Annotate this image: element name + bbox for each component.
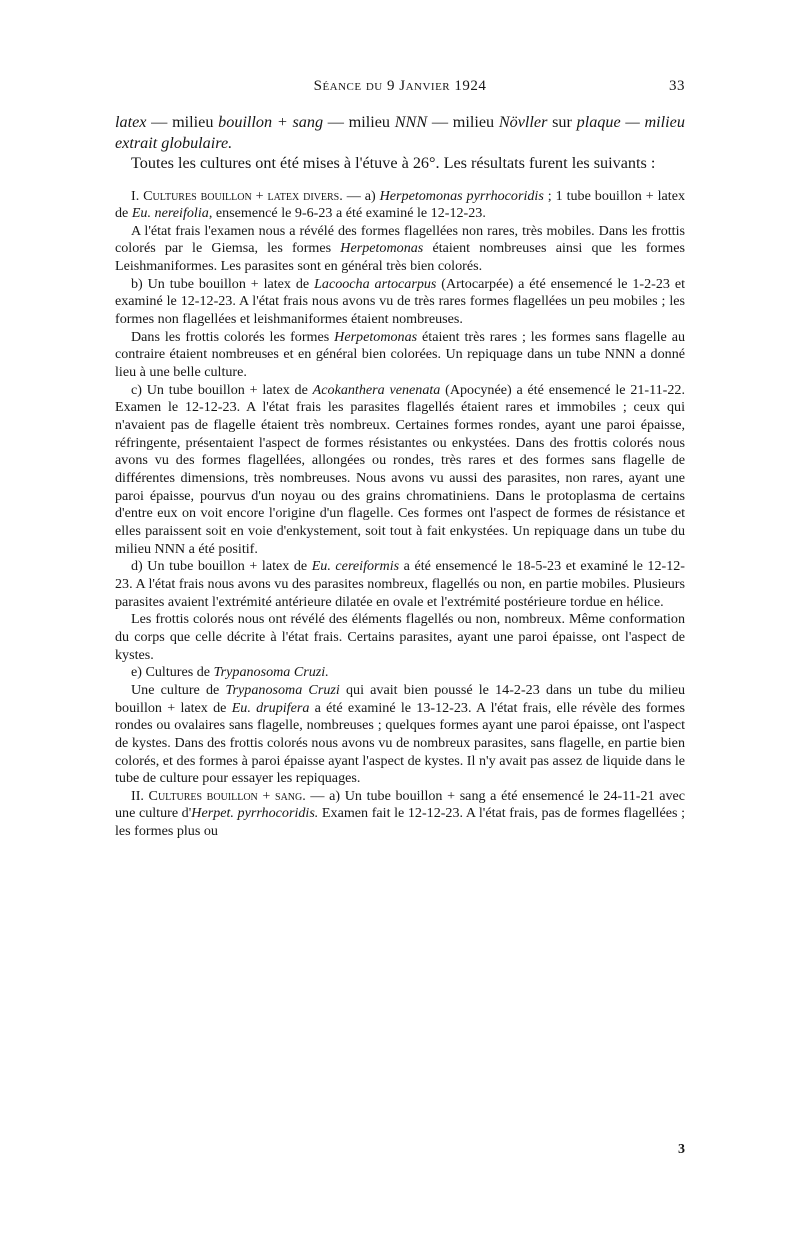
- italic-text: Eu. cereiformis: [311, 558, 400, 575]
- text-run: Dans les frottis colorés les formes: [131, 328, 335, 345]
- text-run: — milieu: [427, 113, 499, 131]
- text-run: a été ensemencé le 18-5-23 et examiné le 12-12-23. A l'état frais nous avons vu des parasites nombreux, flagellés ou non, en partie mobiles. Plusieurs parasites avaient l'extrémité antérieure dilatée en ovale et l'extrémité postérieure tordue en hélice.: [115, 558, 685, 610]
- text-run: ; 1 tube bouillon + latex de: [115, 187, 685, 222]
- italic-text: Herpetomonas: [340, 240, 424, 257]
- text-run: étaient nombreuses ainsi que les formes Leishmaniformes. Les parasites sont en général très bien colorés.: [115, 240, 685, 275]
- text-run: (Apocynée) a été ensemencé le 21-11-22. Examen le 12-12-23. A l'état frais les parasites flagellés étaient rares et immobiles ; ceux qui n'avaient pas de flagelle étaient très nombreux. Certaines formes rondes, ayant une paroi épaisse, réfringente, présentaient l'aspect de formes résistantes ou enkystées. Dans des frottis colorés nous avons vu des formes flagellées, allongées ou rondes, très rares et des formes sans flagelle de différentes dimensions, très nombreuses. Nous avons vu aussi des parasites, non rares, ayant une paroi épaisse, pourvus d'un noyau ou des grains chromatiniens. Dans le protoplasma de certains d'entre eux on voit encore l'origine d'un flagelle. Ces formes ont l'aspect de formes de résistance et elles paraissent soit en voie d'enkystement, soit tout à fait enkystées. Un repiquage dans un tube du milieu NNN a été positif.: [115, 381, 685, 557]
- paragraph: [115, 382, 685, 559]
- italic-text: Trypanosoma Cruzi: [225, 681, 340, 698]
- italic-text: Herpetomonas: [334, 328, 418, 345]
- italic-text: Herpetomonas pyrrhocoridis: [379, 187, 544, 204]
- paragraph: [115, 329, 685, 382]
- intro-paragraph: [115, 153, 685, 174]
- small-caps-text: I. Cultures bouillon + latex divers.: [131, 187, 343, 204]
- text-run: c) Un tube bouillon + latex de: [131, 381, 313, 398]
- running-head: [115, 78, 685, 100]
- intro-text: [115, 112, 685, 174]
- paragraph: [115, 682, 685, 788]
- small-caps-text: II. Cultures bouillon + sang.: [131, 787, 306, 804]
- running-title: Séance du 9 Janvier 1924: [313, 78, 487, 94]
- italic-text: Eu. nereifolia: [131, 205, 209, 222]
- main-text: [115, 188, 685, 841]
- text-run: b) Un tube bouillon + latex de: [131, 275, 315, 292]
- text-run: a été examiné le 13-12-23. A l'état frais, elle révèle des formes rondes ou ovalaires sans flagelle, nombreuses ; quelques formes ayant une paroi épaisse, ont l'aspect de kystes. Dans des frottis colorés nous avons vu de nombreux parasites, sans flagelle, en partie bien colorés, et des formes à paroi épaisse ayant l'aspect de kystes. Il n'y avait pas assez de liquide dans le tube de culture pour essayer les repiquages.: [115, 699, 685, 787]
- italic-text: Trypanosoma Cruzi.: [213, 664, 329, 681]
- text-run: (Artocarpée) a été ensemencé le 1-2-23 et examiné le 12-12-23. A l'état frais nous avons vu de très rares formes flagellées un peu mobiles ; les formes non flagellées et leishmaniformes étaient nombreuses.: [115, 275, 686, 328]
- italic-text: Növller: [498, 113, 548, 131]
- text-run: Les frottis colorés nous ont révélé des éléments flagellés ou non, nombreux. Même conformation du corps que celle décrite à l'état frais. Certains parasites, ayant une paroi épaisse, ont l'aspect de kystes.: [115, 611, 685, 663]
- italic-text: bouillon + sang: [218, 113, 324, 131]
- text-run: Examen fait le 12-12-23. A l'état frais, pas de formes flagellées ; les formes plus ou: [115, 805, 685, 840]
- text-run: , ensemencé le 9-6-23 a été examiné le 12-12-23.: [208, 205, 486, 222]
- intro-paragraph: [115, 112, 685, 153]
- text-run: — a) Un tube bouillon + sang a été ensemencé le 24-11-21 avec une culture d': [115, 787, 686, 822]
- signature-mark: 3: [678, 1142, 685, 1157]
- text-run: — milieu: [323, 113, 395, 131]
- italic-text: plaque — milieu extrait globulaire.: [115, 113, 685, 152]
- text-run: étaient très rares ; les formes sans flagelle au contraire étaient nombreuses et en général bien colorées. Un repiquage dans un tube NNN a donné lieu à une belle culture.: [115, 328, 685, 381]
- italic-text: Lacoocha artocarpus: [314, 275, 437, 292]
- text-run: — milieu: [146, 113, 219, 131]
- paragraph: [115, 788, 685, 841]
- italic-text: Acokanthera venenata: [312, 381, 441, 398]
- text-run: — a): [342, 187, 380, 204]
- text-run: sur: [547, 113, 577, 131]
- italic-text: Herpet. pyrrhocoridis.: [191, 805, 319, 822]
- paragraph: [115, 664, 685, 682]
- text-run: Une culture de: [131, 681, 226, 698]
- paragraph: [115, 188, 685, 223]
- text-run: Toutes les cultures ont été mises à l'étuve à 26°. Les résultats furent les suivants :: [131, 154, 656, 172]
- text-run: e) Cultures de: [131, 664, 214, 681]
- text-run: d) Un tube bouillon + latex de: [131, 558, 312, 575]
- italic-text: latex: [115, 113, 147, 131]
- body-text: [115, 112, 685, 841]
- paragraph: [115, 611, 685, 664]
- paragraph: [115, 276, 685, 329]
- italic-text: NNN: [394, 113, 428, 131]
- page-number: 33: [669, 78, 685, 94]
- paragraph: [115, 558, 685, 611]
- text-run: A l'état frais l'examen nous a révélé des formes flagellées non rares, très mobiles. Dans les frottis colorés par le Giemsa, les formes: [115, 222, 685, 257]
- paragraph: [115, 223, 685, 276]
- text-run: qui avait bien poussé le 14-2-23 dans un tube du milieu bouillon + latex de: [115, 681, 686, 716]
- italic-text: Eu. drupifera: [231, 699, 310, 716]
